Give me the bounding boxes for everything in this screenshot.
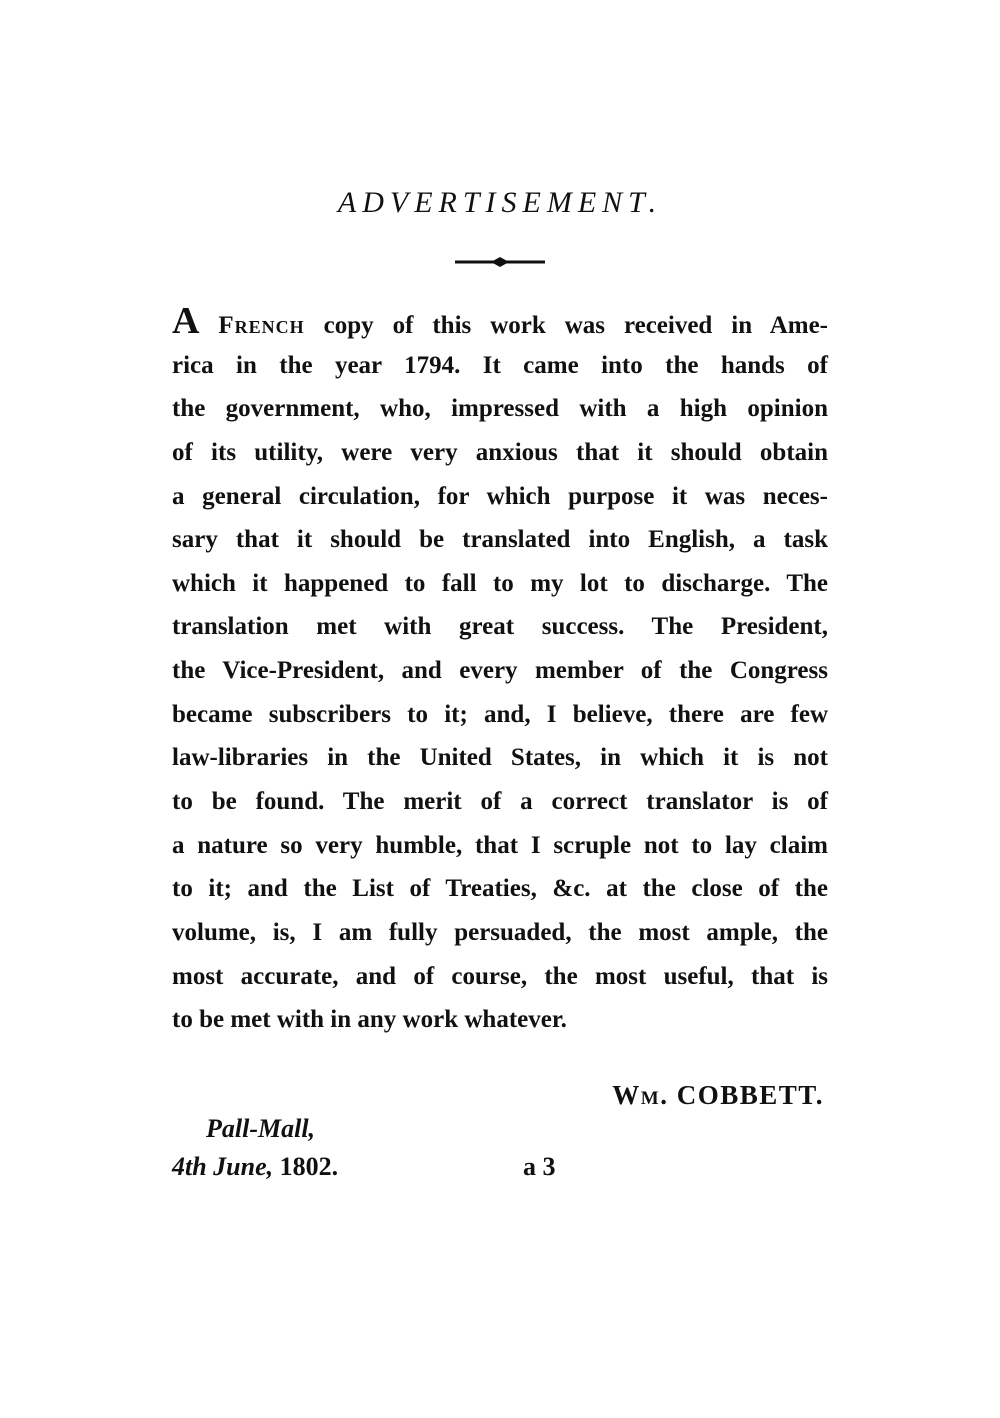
text-line: sary that it should be translated into English, a task	[172, 526, 828, 554]
text-line: law-libraries in the United States, in which it is not	[172, 744, 828, 772]
text-line	[172, 300, 828, 344]
text-line: to it; and the List of Treaties, &c. at the close of the	[172, 875, 828, 903]
signature-abbrev: Wm.	[612, 1080, 669, 1110]
dateline-year: 1802.	[279, 1152, 339, 1181]
text-line: became subscribers to it; and, I believe, there are few	[172, 700, 828, 728]
text-line: which it happened to fall to my lot to discharge. The	[172, 569, 828, 597]
text-line: of its utility, were very anxious that it should obtain	[172, 438, 828, 466]
text-line: translation met with great success. The President,	[172, 613, 828, 641]
text-line: a general circulation, for which purpose it was neces-	[172, 482, 828, 510]
opening-word: French	[218, 312, 305, 339]
drop-cap: A	[172, 300, 200, 342]
text-line: the Vice-President, and every member of the Congress	[172, 657, 828, 685]
dateline-day: 4th June,	[172, 1152, 274, 1181]
advertisement-paragraph	[172, 300, 828, 1042]
page-title: ADVERTISEMENT.	[337, 186, 663, 219]
dateline-date	[172, 1152, 338, 1182]
text-line: the government, who, impressed with a high opinion	[172, 395, 828, 423]
dateline-place: Pall-Mall,	[206, 1114, 316, 1143]
text-line: rica in the year 1794. It came into the hands of	[172, 351, 828, 379]
line-text: copy of this work was received in Ame-	[304, 312, 829, 339]
author-signature	[612, 1080, 824, 1111]
text-line: volume, is, I am fully persuaded, the most ample, the	[172, 918, 828, 946]
text-line: to be met with in any work whatever.	[172, 1006, 567, 1034]
signature-surname: COBBETT.	[676, 1080, 824, 1110]
printer-signature-mark: a 3	[523, 1152, 556, 1181]
text-line: most accurate, and of course, the most useful, that is	[172, 962, 828, 990]
rule-with-diamond-ornament-icon	[455, 254, 545, 270]
text-line: a nature so very humble, that I scruple not to lay claim	[172, 831, 828, 859]
text-line: to be found. The merit of a correct translator is of	[172, 788, 828, 816]
